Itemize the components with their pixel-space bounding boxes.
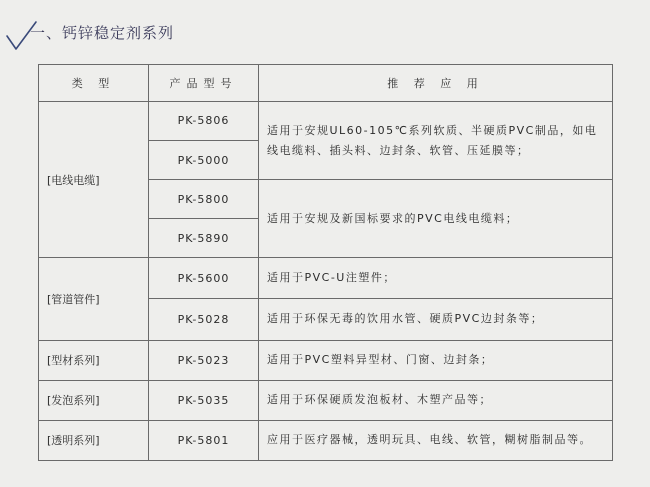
product-table bbox=[38, 64, 613, 461]
application-cell: 适用于环保无毒的饮用水管、硬质PVC边封条等； bbox=[259, 299, 613, 340]
application-cell: 适用于PVC-U注塑件； bbox=[259, 258, 613, 299]
application-cell: 适用于安规及新国标要求的PVC电线电缆料； bbox=[259, 180, 613, 258]
table-row bbox=[39, 258, 613, 299]
model-cell: PK-5600 bbox=[149, 258, 259, 299]
model-cell: PK-5800 bbox=[149, 180, 259, 219]
table-row bbox=[39, 101, 613, 140]
type-cell: [透明系列] bbox=[39, 420, 149, 460]
application-cell: 适用于安规UL60-105℃系列软质、半硬质PVC制品，如电线电缆料、插头料、边封条、软管、压延膜等； bbox=[259, 101, 613, 179]
type-cell: [型材系列] bbox=[39, 340, 149, 380]
application-cell: 适用于环保硬质发泡板材、木塑产品等； bbox=[259, 380, 613, 420]
type-cell: [管道管件] bbox=[39, 258, 149, 340]
model-cell: PK-5023 bbox=[149, 340, 259, 380]
type-cell: [发泡系列] bbox=[39, 380, 149, 420]
section-title: 一、钙锌稳定剂系列 bbox=[30, 24, 175, 42]
type-cell: [电线电缆] bbox=[39, 101, 149, 257]
table-row bbox=[39, 340, 613, 380]
table-row bbox=[39, 420, 613, 460]
model-cell: PK-5806 bbox=[149, 101, 259, 140]
model-cell: PK-5000 bbox=[149, 141, 259, 180]
table-header-row bbox=[39, 65, 613, 102]
model-cell: PK-5801 bbox=[149, 420, 259, 460]
model-cell: PK-5028 bbox=[149, 299, 259, 340]
application-cell: 应用于医疗器械，透明玩具、电线、软管，糊树脂制品等。 bbox=[259, 420, 613, 460]
model-cell: PK-5890 bbox=[149, 219, 259, 258]
header-type: 类 型 bbox=[39, 65, 149, 102]
header-application: 推 荐 应 用 bbox=[259, 65, 613, 102]
header-model: 产品型号 bbox=[149, 65, 259, 102]
application-cell: 适用于PVC塑料异型材、门窗、边封条； bbox=[259, 340, 613, 380]
model-cell: PK-5035 bbox=[149, 380, 259, 420]
table-row bbox=[39, 380, 613, 420]
